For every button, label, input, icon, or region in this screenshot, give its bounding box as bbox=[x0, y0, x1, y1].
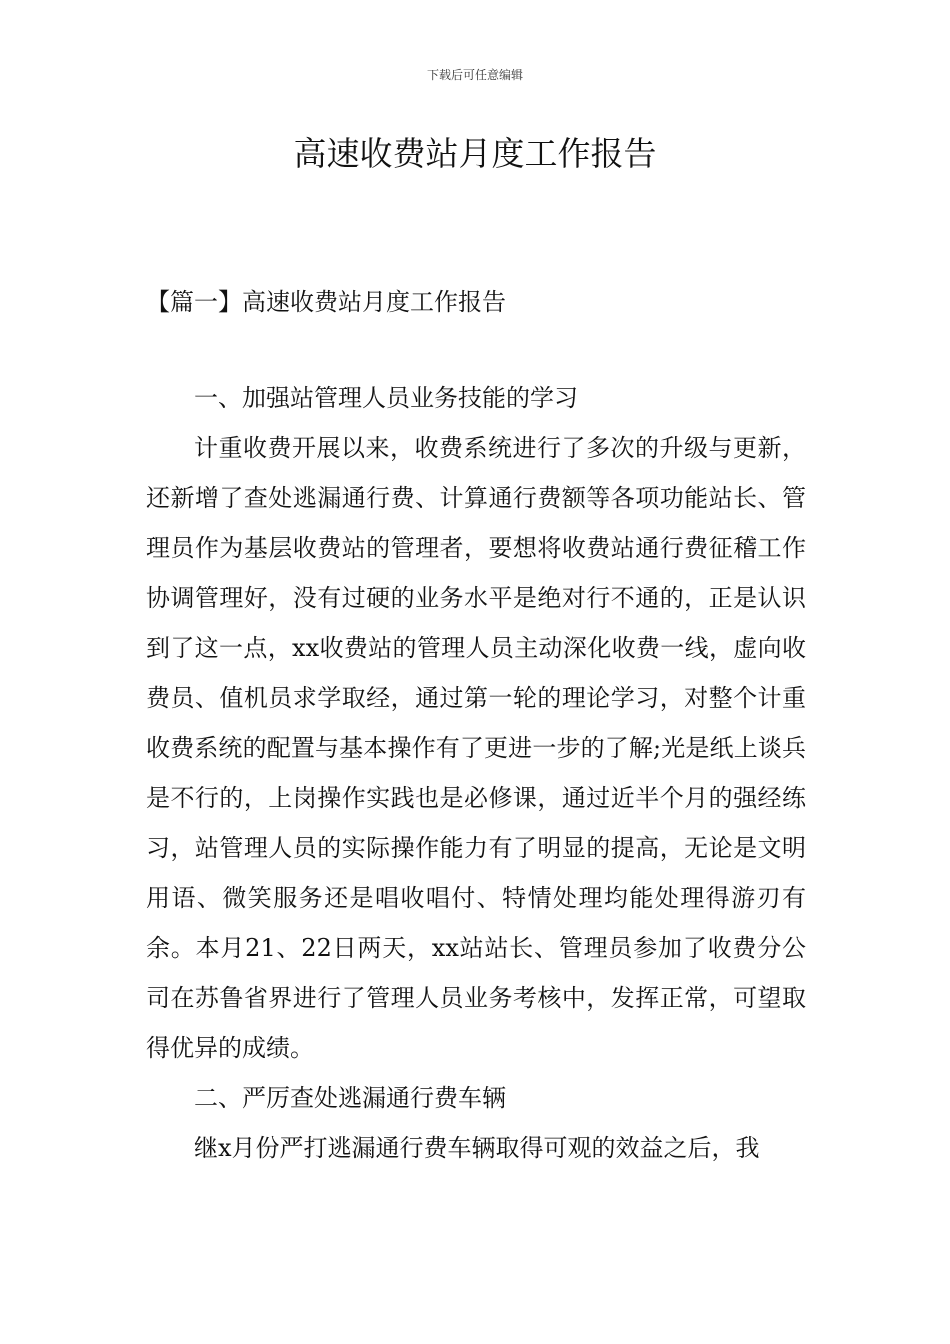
document-body bbox=[146, 373, 806, 1173]
subsection-paragraph-1: 计重收费开展以来，收费系统进行了多次的升级与更新，还新增了查处逃漏通行费、计算通行费额等各项功能站长、管理员作为基层收费站的管理者，要想将收费站通行费征稽工作协调管理好，没有过硬的业务水平是绝对行不通的，正是认识到了这一点，xx收费站的管理人员主动深化收费一线，虚向收费员、值机员求学取经，通过第一轮的理论学习，对整个计重收费系统的配置与基本操作有了更进一步的了解;光是纸上谈兵是不行的，上岗操作实践也是必修课，通过近半个月的强经练习，站管理人员的实际操作能力有了明显的提高，无论是文明用语、微笑服务还是唱收唱付、特情处理均能处理得游刃有余。本月21、22日两天，xx站站长、管理员参加了收费分公司在苏鲁省界进行了管理人员业务考核中，发挥正常，可望取得优异的成绩。 bbox=[146, 434, 806, 1062]
header-note: 下载后可任意编辑 bbox=[426, 68, 523, 82]
subsection-heading-1: 一、加强站管理人员业务技能的学习 bbox=[194, 384, 578, 412]
subsection-heading-2: 二、严厉查处逃漏通行费车辆 bbox=[194, 1084, 506, 1112]
subsection-paragraph-2: 继x月份严打逃漏通行费车辆取得可观的效益之后，我 bbox=[194, 1134, 760, 1162]
section-heading: 【篇一】高速收费站月度工作报告 bbox=[146, 288, 506, 316]
document-title: 高速收费站月度工作报告 bbox=[293, 134, 657, 173]
